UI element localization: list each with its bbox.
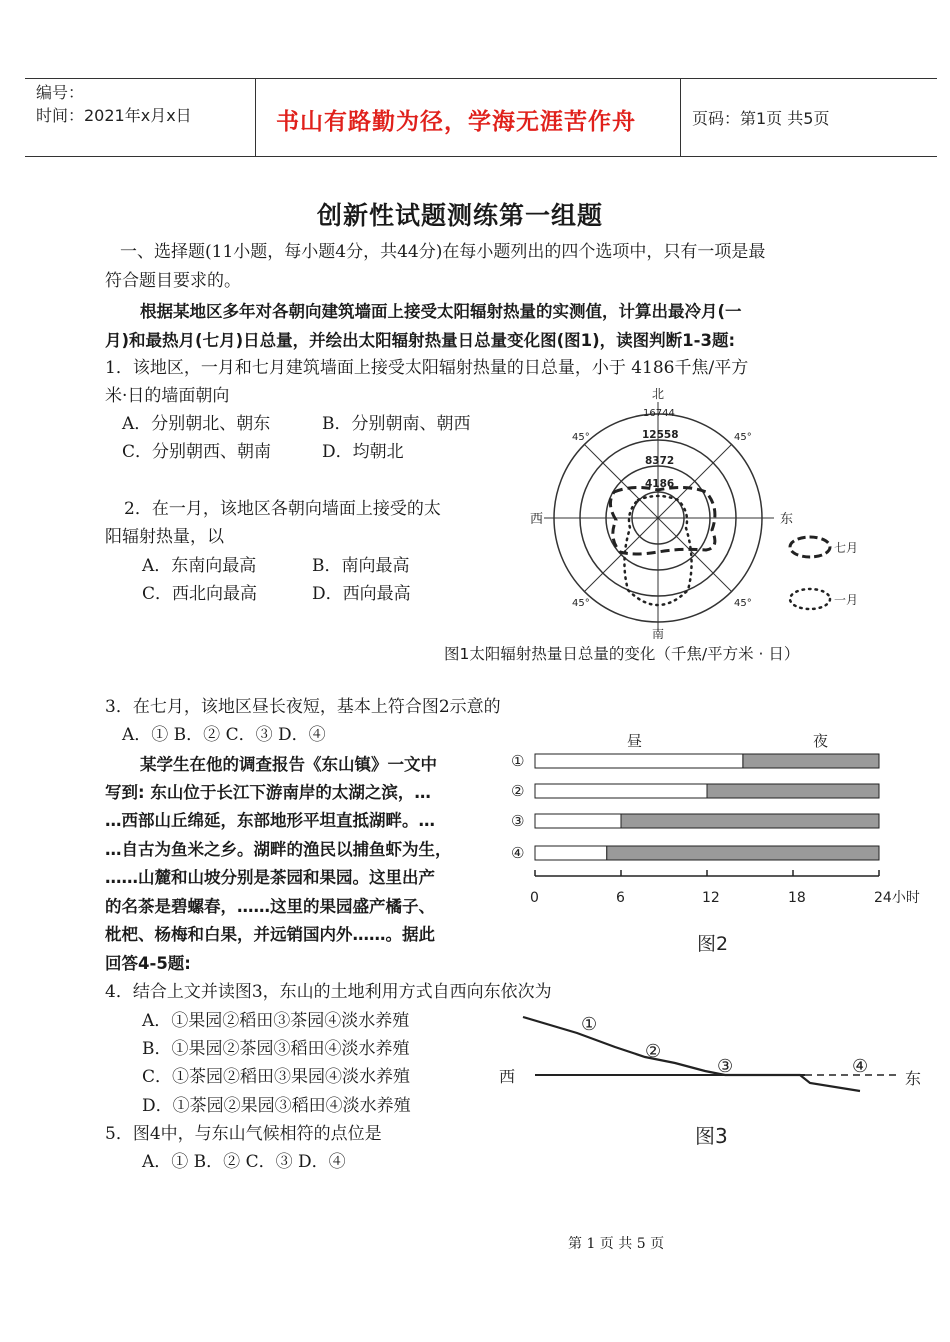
fig3-label-east: 东 (905, 1069, 922, 1088)
angle-label-ne: 45° (734, 432, 752, 443)
page-footer: 第 1 页 共 5 页 (568, 1236, 665, 1252)
material2-line6: 的名茶是碧螺春，……这里的果园盛产橘子、 (105, 897, 435, 916)
header-divider-left (255, 78, 256, 156)
header-bottom-rule (25, 156, 937, 157)
section-intro-line2: 符合题目要求的。 (105, 271, 241, 291)
fig2-row-label-3: ③ (511, 812, 525, 830)
material2-line8: 回答4-5题: (105, 954, 191, 973)
fig3-terrain-line (523, 1017, 860, 1091)
angle-label-sw: 45° (572, 598, 590, 609)
ring-label-16744: 16744 (643, 408, 675, 419)
fig3-caption: 图3 (695, 1124, 728, 1148)
q1-option-b: B．分别朝南、朝西 (322, 414, 471, 434)
fig2-day-bar-2 (535, 784, 707, 798)
fig2-column-day: 昼 (627, 732, 643, 750)
q4-option-b: B．①果园②茶园③稻田④淡水养殖 (142, 1039, 410, 1059)
material2-line1: 某学生在他的调查报告《东山镇》一文中 (140, 755, 437, 774)
fig3-marker-1: ① (581, 1014, 598, 1035)
q4-option-a: A．①果园②稻田③茶园④淡水养殖 (142, 1011, 410, 1031)
fig2-day-bar-1 (535, 754, 743, 768)
angle-label-se: 45° (734, 598, 752, 609)
q1-stem-line1: 1．该地区，一月和七月建筑墙面上接受太阳辐射热量的日总量，小于 4186千焦/平方 (105, 358, 749, 378)
header-top-rule (25, 78, 937, 79)
q5-stem: 5．图4中，与东山气候相符的点位是 (105, 1124, 382, 1144)
q3-options: A．① B．② C．③ D．④ (122, 725, 326, 745)
header-divider-right (680, 78, 681, 156)
fig3-marker-4: ④ (852, 1056, 869, 1077)
material2-line7: 枇杷、杨梅和白果，并远销国内外……。据此 (105, 925, 435, 944)
legend-july-label: 七月 (834, 541, 859, 555)
header-motto: 书山有路勤为径，学海无涯苦作舟 (276, 109, 636, 135)
legend-january-label: 一月 (834, 593, 859, 607)
q2-option-d: D．西向最高 (312, 584, 411, 604)
material2-line3: …西部山丘绵延，东部地形平坦直抵湖畔。… (105, 811, 435, 830)
fig2-night-bar-4 (607, 846, 879, 860)
label-north: 北 (652, 387, 665, 401)
figure1-polar-diagram (530, 380, 930, 645)
fig2-column-night: 夜 (813, 732, 829, 750)
fig2-night-bar-1 (743, 754, 879, 768)
fig2-tick-label-24: 24小时 (874, 890, 920, 906)
figure1-caption: 图1太阳辐射热量日总量的变化（千焦/平方米 · 日） (444, 645, 800, 663)
legend-july-marker (790, 537, 830, 557)
header-time-label: 时间：2021年x月x日 (36, 106, 192, 125)
header-number-label: 编号： (36, 83, 85, 102)
fig2-day-bar-4 (535, 846, 607, 860)
material2-line5: ……山麓和山坡分别是茶园和果园。这里出产 (105, 868, 435, 887)
label-west: 西 (530, 512, 544, 527)
fig2-night-bar-2 (707, 784, 879, 798)
ring-label-4186: 4186 (645, 478, 675, 490)
fig2-tick-label-6: 6 (616, 890, 625, 906)
q1-option-d: D．均朝北 (322, 442, 404, 462)
page-title: 创新性试题测练第一组题 (317, 201, 604, 230)
material-line2: 月)和最热月(七月)日总量，并绘出太阳辐射热量日总量变化图(图1)，读图判断1-3题: (105, 331, 736, 350)
header-page-info: 页码：第1页 共5页 (692, 109, 830, 128)
material2-line2: 写到: 东山位于长江下游南岸的太湖之滨，… (105, 783, 431, 802)
fig2-row-label-4: ④ (511, 844, 525, 862)
q3-stem: 3．在七月，该地区昼长夜短，基本上符合图2示意的 (105, 697, 501, 717)
fig2-night-bar-3 (621, 814, 879, 828)
fig2-row-label-2: ② (511, 782, 525, 800)
angle-label-nw: 45° (572, 432, 590, 443)
section-intro-line1: 一、选择题(11小题，每小题4分，共44分)在每小题列出的四个选项中，只有一项是最 (120, 242, 766, 262)
fig3-marker-3: ③ (717, 1056, 734, 1077)
q4-stem: 4．结合上文并读图3，东山的土地利用方式自西向东依次为 (105, 982, 552, 1002)
q2-option-b: B．南向最高 (312, 556, 410, 576)
material-line1: 根据某地区多年对各朝向建筑墙面上接受太阳辐射热量的实测值，计算出最冷月(一 (140, 302, 742, 321)
fig2-tick-label-0: 0 (530, 890, 539, 906)
ring-label-12558: 12558 (642, 429, 679, 441)
figure2-daylength-chart (505, 728, 935, 968)
fig2-row-label-1: ① (511, 752, 525, 770)
fig2-tick-label-12: 12 (702, 890, 720, 906)
legend-january-marker (790, 589, 830, 609)
q5-options: A．① B．② C．③ D．④ (142, 1152, 346, 1172)
q2-stem-line2: 阳辐射热量，以 (105, 527, 224, 547)
fig3-marker-2: ② (645, 1041, 662, 1062)
material2-line4: …自古为鱼米之乡。湖畔的渔民以捕鱼虾为生， (105, 840, 452, 859)
q4-option-d: D．①茶园②果园③稻田④淡水养殖 (142, 1096, 411, 1116)
label-south: 南 (652, 627, 665, 641)
label-east: 东 (780, 512, 794, 527)
q1-option-a: A．分别朝北、朝东 (122, 414, 271, 434)
q2-stem-line1: 2．在一月，该地区各朝向墙面上接受的太 (124, 499, 441, 519)
q2-option-c: C．西北向最高 (142, 584, 258, 604)
q1-option-c: C．分别朝西、朝南 (122, 442, 272, 462)
ring-label-8372: 8372 (645, 455, 675, 467)
fig2-tick-label-18: 18 (788, 890, 806, 906)
fig2-day-bar-3 (535, 814, 621, 828)
figure3-terrain-profile (495, 1005, 935, 1155)
q1-stem-line2: 米·日的墙面朝向 (105, 386, 230, 406)
q4-option-c: C．①茶园②稻田③果园④淡水养殖 (142, 1067, 411, 1087)
fig2-caption: 图2 (697, 933, 729, 955)
fig3-label-west: 西 (499, 1067, 516, 1086)
q2-option-a: A．东南向最高 (142, 556, 257, 576)
